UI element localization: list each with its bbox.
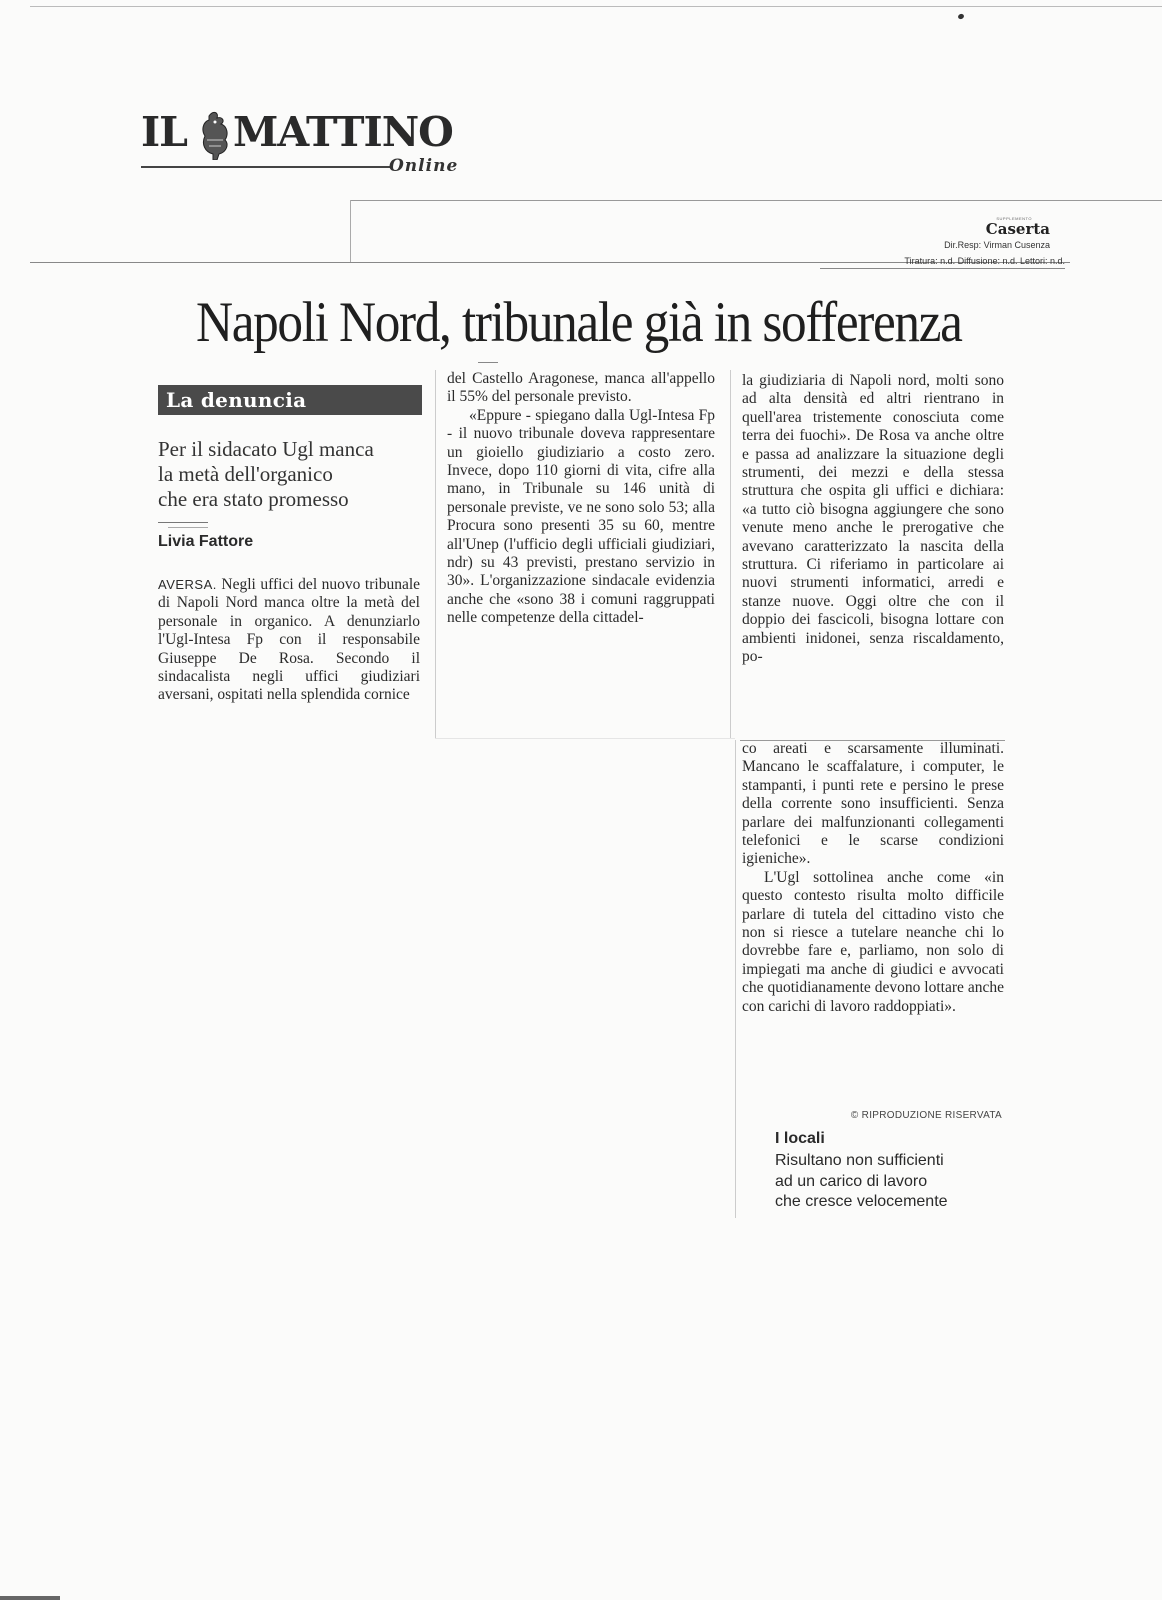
sidebar-text [775, 1151, 1005, 1213]
article-byline: Livia Fattore [158, 533, 254, 550]
edition-director: Dir.Resp: Virman Cusenza [944, 240, 1050, 250]
subhead-line: Per il sidacato Ugl manca [158, 437, 374, 461]
paragraph: del Castello Aragonese, manca all'appello il 55% del personale previsto. [447, 370, 715, 406]
paragraph: «Eppure - spiegano dalla Ugl-Intesa Fp - il nuovo tribunale doveva rappresentare un gioiello giudiziario a costo zero. Invece, dopo 110 giorni di vita, cifre alla mano, in Tribunale su 146 unità di personale previste, ve ne sono solo 53; alla Procura sono presenti 35 su 60, mentre all'Unep (l'ufficio degli ufficiali giudiziari, ndr) su 43 previsti, prestano servizio in 30». L'organizzazione sindacale evidenzia anche che «sono 38 i comuni raggruppati nelle competenze della cittadel- [447, 406, 715, 627]
paragraph: la giudiziaria di Napoli nord, molti sono ad alta densità ed altri rientrano in quell'area tristemente conosciuta come terra dei fuochi». De Rosa va anche oltre e passa ad analizzare la situazione degli strumenti, dei mezzi e della stessa struttura che ospita gli uffici e dichiara: «a tutto ciò bisogna aggiungere che sono venute meno anche le prerogative che avevano caratterizzato la nascita della struttura. Ci riferiamo in particolare ai nuovi strumenti informatici, arredi e stanze nuove. Oggi oltre che con il doppio dei fascicoli, bisogna lottare con ambienti inidonei, senza riscaldamento, po- [742, 372, 1004, 666]
masthead-il: IL [141, 108, 188, 156]
article-subhead [158, 437, 428, 512]
paragraph: L'Ugl sottolinea anche come «in questo contesto risulta molto difficile parlare di tutela del cittadino visto che non si riesce a tutelare neanche chi lo dovrebbe fare e, parliamo, non solo di impiegati ma anche di giudici e avvocati che quotidianamente devono lottare anche con carichi di lavoro raddoppiati». [742, 868, 1004, 1015]
sidebar-title: I locali [775, 1130, 825, 1147]
masthead-mattino: MATTINO [233, 108, 453, 156]
copyright-notice: © RIPRODUZIONE RISERVATA [850, 1110, 1002, 1121]
scan-edge [30, 6, 1162, 7]
column-divider [730, 370, 731, 738]
subhead-line: che era stato promesso [158, 487, 349, 511]
column-text: Negli uffici del nuovo tribunale di Napoli Nord manca oltre la metà del personale in organico. A denunziarlo l'Ugl-Intesa Fp con il responsabile Giuseppe De Rosa. Secondo il sindacalista negli uffici giudiziari aversani, ospitati nella splendida cornice [158, 576, 421, 704]
scan-shadow [0, 1596, 60, 1600]
sidebar-line: che cresce velocemente [775, 1193, 948, 1210]
column-divider [735, 740, 736, 1218]
dateline-place: AVERSA. [158, 577, 217, 592]
byline-rule [158, 522, 208, 523]
article-column-3-continued [742, 740, 1004, 1016]
header-vertical-rule [350, 200, 351, 262]
sidebar-line: ad un carico di lavoro [775, 1172, 928, 1190]
paragraph: co areati e scarsamente illuminati. Mancano le scaffalature, i computer, le stampanti, i punti rete e persino le prese della corrente sono insufficienti. Senza parlare dei malfunzionanti collegamenti telefonici e le scarse condizioni igieniche». [742, 740, 1004, 868]
article-column-2 [447, 370, 715, 628]
masthead-online: Online [389, 156, 459, 176]
masthead-rule [141, 166, 391, 168]
column-divider [435, 370, 436, 738]
sidebar-line: Risultano non sufficienti [775, 1152, 944, 1169]
edition-name: Caserta [985, 220, 1050, 238]
article-headline: Napoli Nord, tribunale già in sofferenza [196, 291, 962, 354]
header-rule [350, 200, 1162, 201]
column-rule [435, 738, 735, 739]
headline-dash [478, 362, 498, 363]
edition-stats: Tiratura: n.d. Diffusione: n.d. Lettori: n.d. [820, 256, 1065, 269]
article-kicker: La denuncia [158, 385, 422, 415]
subhead-line: la metà dell'organico [158, 462, 333, 486]
scan-speck [957, 13, 964, 20]
byline-rule [168, 527, 208, 528]
edition-supertag: SUPPLEMENTO [996, 216, 1032, 221]
masthead-logo [141, 108, 481, 178]
rooster-icon [195, 110, 235, 160]
article-column-3 [742, 372, 1004, 667]
article-column-1 [158, 576, 420, 705]
